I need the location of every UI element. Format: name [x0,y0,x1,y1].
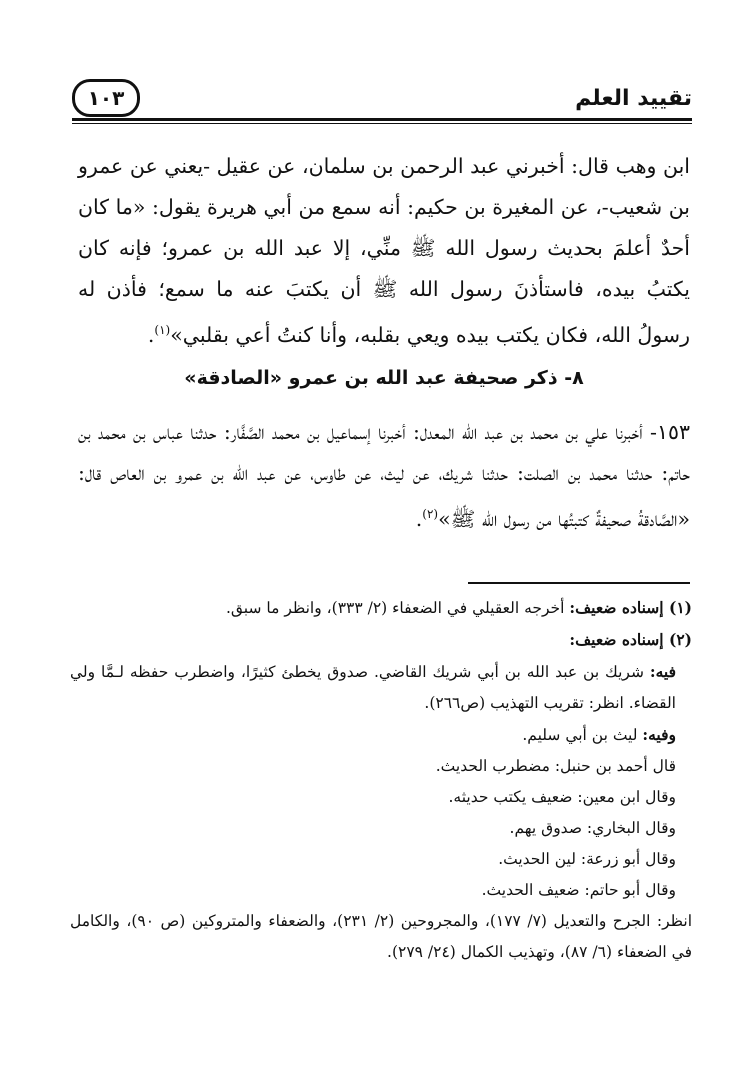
footnote-2-refs: انظر: الجرح والتعديل (٧/ ١٧٧)، والمجروحين (٢/ ٢٣١)، والضعفاء والمتروكين (ص ٩٠)، والكامل في الضعفاء (٦/ ٨٧)، وتهذيب الكمال (٢٤/ ٢٧٩). [70,912,693,961]
paragraph-2 [78,412,690,540]
paragraph-1-end: . [147,322,155,347]
footnote-1 [70,592,692,624]
footnote-2-wafih-label: وفيه: [642,725,676,744]
footnote-ref-2: (٢) [422,507,439,521]
footnote-ref-1: (١) [154,323,171,337]
footnote-separator [468,582,690,584]
paragraph-2-end: . [415,506,423,531]
header-rule-thin [72,123,692,124]
footnote-1-label: (١) إسناده ضعيف: [569,598,692,617]
footnote-2-wafih [70,719,692,751]
footnote-1-text: أخرجه العقيلي في الضعفاء (٢/ ٣٣٣)، وانظر ما سبق. [225,599,565,617]
footnote-2-fih-text: شريك بن عبد الله بن أبي شريك القاضي. صدوق يخطئ كثيرًا، واضطرب حفظه لـمَّا ولي القضاء. انظر: تقريب التهذيب (ص٢٦٦). [70,663,676,712]
running-title: تقييد العلم [575,85,692,111]
footnotes [70,592,692,968]
paragraph-2-text: ١٥٣- أخبرنا علي بن محمد بن عبد الله المعدل: أخبرنا إسماعيل بن محمد الصَّفَّار: حدثنا عباس بن محمد بن حاتم: حدثنا محمد بن الصلت: حدثنا شريك، عن ليث، عن طاوس، عن عبد الله بن عمرو بن العاص قال: «الصَّادقةُ صحيفةٌ كتبتُها من رسول الله ﷺ» [78,420,690,531]
footnote-2-ahmad: قال أحمد بن حنبل: مضطرب الحديث. [435,757,676,775]
header-rule [72,118,692,121]
footnote-2-label-line [70,624,692,656]
section-heading: ٨- ذكر صحيفة عبد الله بن عمرو «الصادقة» [184,367,584,389]
page-number: ١٠٣ [72,79,140,117]
footnote-2-ibn-maeen: وقال ابن معين: ضعيف يكتب حديثه. [448,788,676,806]
page-header [72,78,692,118]
footnote-2-fih-label: فيه: [649,662,676,681]
footnote-2-abu-hatim: وقال أبو حاتم: ضعيف الحديث. [481,881,676,899]
footnote-2-abu-zura: وقال أبو زرعة: لين الحديث. [498,850,676,868]
paragraph-1-text: ابن وهب قال: أخبرني عبد الرحمن بن سلمان، عن عقيل -يعني عن عمرو بن شعيب-، عن المغيرة بن حكيم: أنه سمع من أبي هريرة يقول: «ما كان أحدٌ أعلمَ بحديث رسول الله ﷺ منِّي، إلا عبد الله بن عمرو؛ فإنه كان يكتبُ بيده، فاستأذنَ رسول الله ﷺ أن يكتبَ عنه ما سمع؛ فأذن له رسولُ الله، فكان يكتب بيده ويعي بقلبه، وأنا كنتُ أعي بقلبي» [78,154,690,347]
footnote-2-fih [70,656,692,719]
footnote-2-wafih-text: ليث بن أبي سليم. [522,726,638,744]
paragraph-1 [78,146,690,356]
footnote-2-bukhari: وقال البخاري: صدوق يهم. [509,819,676,837]
footnote-2-label: (٢) إسناده ضعيف: [569,630,692,649]
